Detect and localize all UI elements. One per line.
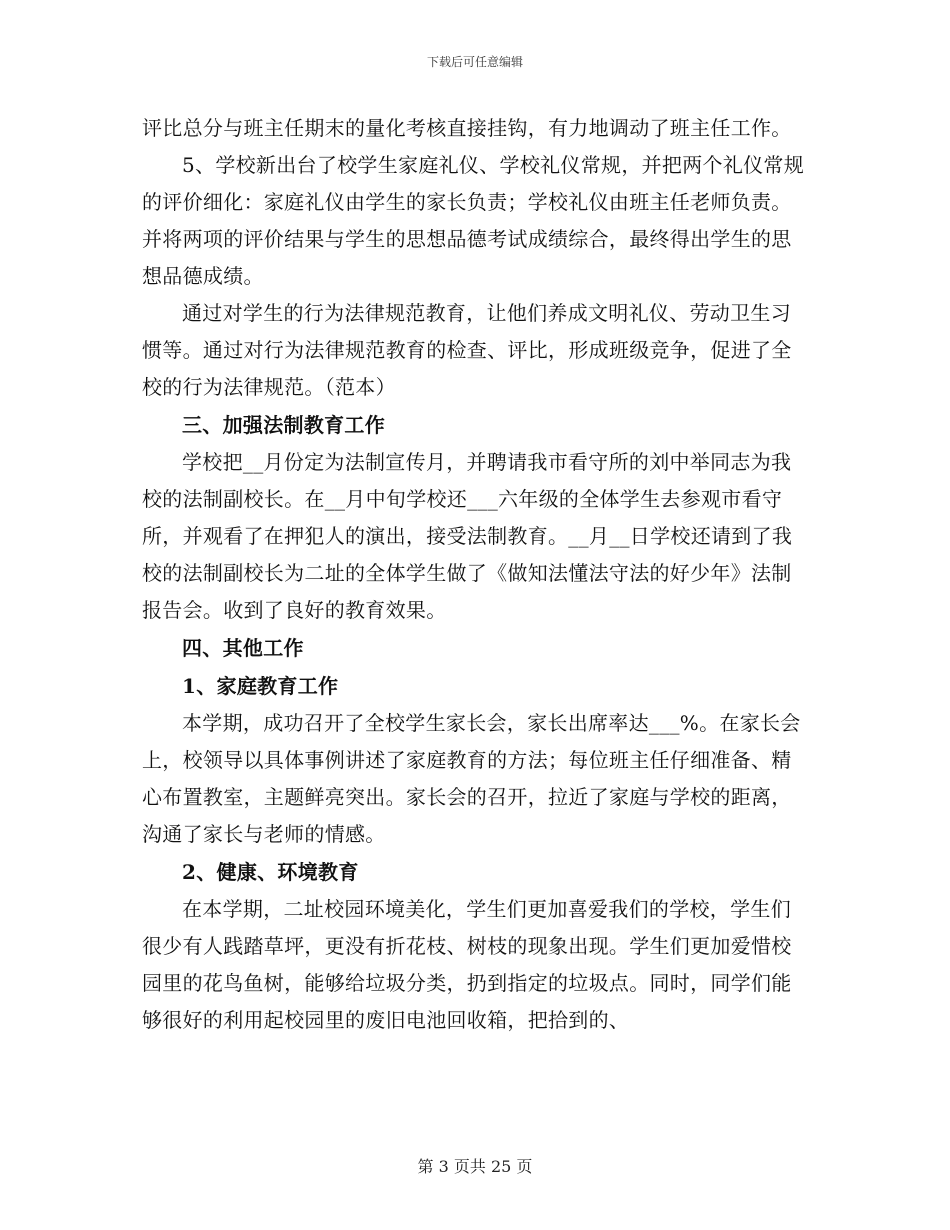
page-number: 第 3 页共 25 页 <box>417 1157 533 1176</box>
paragraph-continued: 评比总分与班主任期末的量化考核直接挂钩，有力地调动了班主任工作。 <box>142 116 792 140</box>
paragraph-item-5: 5、学校新出台了校学生家庭礼仪、学校礼仪常规，并把两个礼仪常规的评价细化：家庭礼仪由学生的家长负责；学校礼仪由班主任老师负责。并将两项的评价结果与学生的思想品德考试成绩综合，最终得出学生的思想品德成绩。 <box>142 153 805 288</box>
paragraph-health-environment: 在本学期，二址校园环境美化，学生们更加喜爱我们的学校，学生们很少有人践踏草坪，更没有折花枝、树枝的现象出现。学生们更加爱惜校园里的花鸟鱼树，能够给垃圾分类，扔到指定的垃圾点。同时，同学们能够很好的利用起校园里的废旧电池回收箱，把拾到的、 <box>142 897 792 1032</box>
subheading-health-environment: 2、健康、环境教育 <box>182 860 359 884</box>
page-header-note: 下载后可任意编辑 <box>426 55 523 69</box>
paragraph-family-education: 本学期，成功召开了全校学生家长会，家长出席率达___%。在家长会上，校领导以具体事例讲述了家庭教育的方法；每位班主任仔细准备、精心布置教室，主题鲜亮突出。家长会的召开，拉近了家庭与学校的距离，沟通了家长与老师的情感。 <box>142 711 801 846</box>
document-body <box>142 110 810 1039</box>
paragraph-summary: 通过对学生的行为法律规范教育，让他们养成文明礼仪、劳动卫生习惯等。通过对行为法律规范教育的检查、评比，形成班级竞争，促进了全校的行为法律规范。（范本） <box>142 301 792 399</box>
subheading-family-education: 1、家庭教育工作 <box>182 674 339 698</box>
section-heading-4: 四、其他工作 <box>182 636 304 660</box>
paragraph-legal-education: 学校把__月份定为法制宣传月，并聘请我市看守所的刘中举同志为我校的法制副校长。在__月中旬学校还___六年级的全体学生去参观市看守所，并观看了在押犯人的演出，接受法制教育。__月__日学校还请到了我校的法制副校长为二址的全体学生做了《做知法懂法守法的好少年》法制报告会。收到了良好的教育效果。 <box>142 450 793 622</box>
section-heading-3: 三、加强法制教育工作 <box>182 413 385 437</box>
